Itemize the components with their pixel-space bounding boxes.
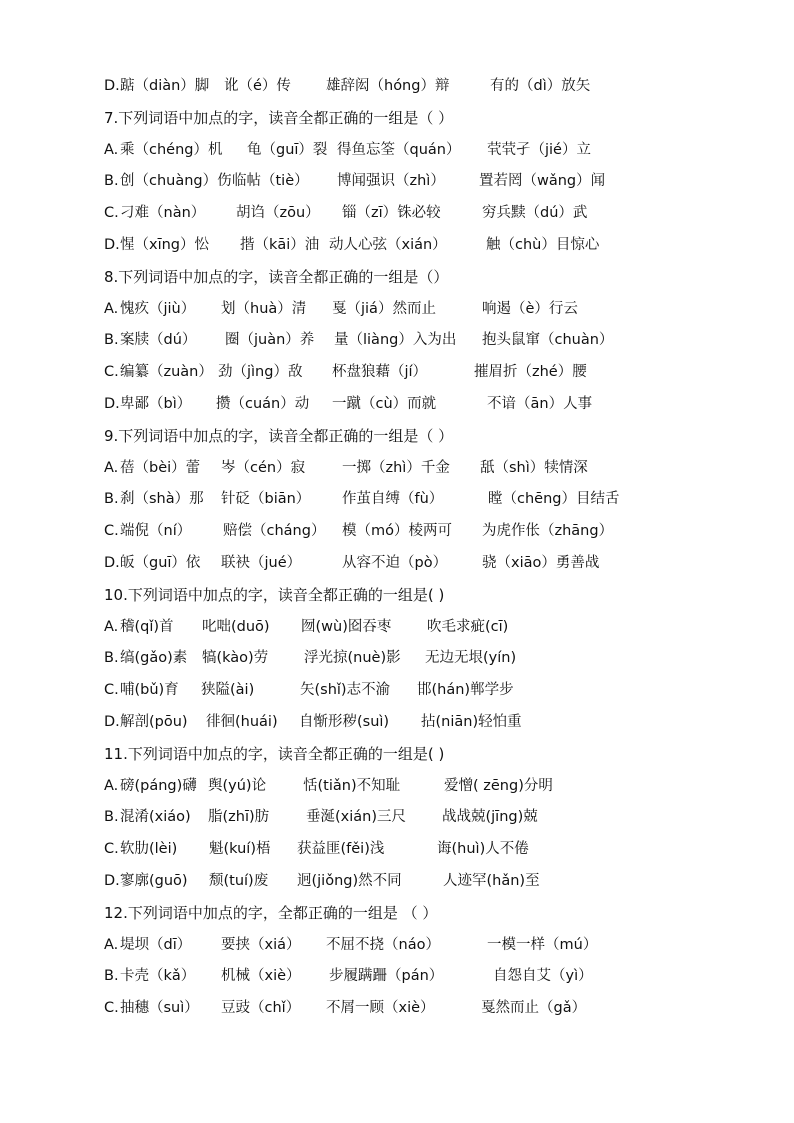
option-word: 蓓（bèi）蕾 [120, 459, 201, 476]
option-word: 刁难（nàn） [120, 205, 206, 222]
option-word: 愧疚（jiù） [120, 300, 196, 317]
option-letter: A. [104, 777, 119, 794]
answer-option [104, 357, 744, 389]
option-letter: B. [104, 968, 119, 985]
option-letter: A. [104, 300, 119, 317]
option-word: 乘（chéng）机 [120, 141, 223, 158]
option-letter: A. [104, 459, 119, 476]
option-letter: D. [104, 78, 120, 94]
option-word: 机械（xiè） [221, 968, 301, 985]
answer-option [104, 707, 744, 739]
option-word: 舐（shì）犊情深 [480, 459, 588, 476]
option-word: 戛（jiá）然而止 [332, 300, 436, 317]
answer-option [104, 612, 744, 644]
answer-option [104, 135, 744, 167]
option-word: 讹（é）传 [224, 78, 291, 94]
option-word: 诲(huì)人不倦 [437, 841, 529, 858]
option-word: 稽(qǐ)首 [120, 618, 174, 635]
option-word: 动人心弦（xián） [329, 236, 447, 253]
option-letter: C. [104, 1000, 119, 1017]
option-word: 置若罔（wǎng）闻 [479, 173, 606, 190]
option-word: 吹毛求疵(cī) [427, 618, 509, 635]
option-word: 触（chù）目惊心 [486, 236, 600, 253]
option-letter: B. [104, 332, 119, 349]
option-word: 响遏（è）行云 [482, 300, 578, 317]
question-stem: 7.下列词语中加点的字，读音全都正确的一组是（ ） [104, 108, 454, 127]
option-letter: A. [104, 141, 119, 158]
answer-option [104, 834, 744, 866]
answer-option [104, 294, 744, 326]
option-word: 雄辞闳（hóng）辩 [326, 78, 450, 94]
question-stem: 8.下列词语中加点的字，读音全都正确的一组是（） [104, 267, 449, 286]
option-word: 揩（kāi）油 [240, 236, 320, 253]
option-word: 模（mó）棱两可 [342, 523, 452, 540]
option-word: 哺(bǔ)育 [120, 682, 179, 699]
option-letter: C. [104, 205, 119, 222]
option-word: 抽穗（suì） [120, 1000, 199, 1017]
option-word: 摧眉折（zhé）腰 [474, 364, 587, 381]
option-word: 自惭形秽(suì) [299, 713, 390, 730]
option-word: 骁（xiāo）勇善战 [482, 554, 600, 571]
option-word: 抱头鼠窜（chuàn） [482, 332, 614, 349]
answer-option [104, 71, 744, 103]
option-word: 量（liàng）入为出 [334, 332, 457, 349]
answer-option [104, 802, 744, 834]
option-word: 获益匪(fěi)浅 [297, 841, 385, 858]
answer-option [104, 389, 744, 421]
answer-option [104, 993, 744, 1025]
question-stem: 12.下列词语中加点的字，全都正确的一组是 （ ） [104, 903, 438, 922]
answer-option [104, 166, 744, 198]
option-word: 拈(niān)轻怕重 [421, 713, 522, 730]
option-word: 戛然而止（gǎ） [481, 1000, 587, 1017]
option-word: 要挟（xiá） [221, 936, 301, 953]
option-word: 锱（zī）铢必较 [342, 205, 441, 222]
option-letter: C. [104, 523, 119, 540]
answer-option [104, 643, 744, 675]
option-word: 寥廓(guō) [120, 872, 188, 889]
option-word: 无边无垠(yín) [425, 650, 517, 667]
option-word: 不屈不挠（náo） [326, 936, 440, 953]
option-word: 得鱼忘筌（quán） [337, 141, 461, 158]
option-word: 人迹罕(hǎn)至 [443, 872, 540, 889]
option-word: 为虎作伥（zhāng） [482, 523, 614, 540]
option-word: 浮光掠(nuè)影 [304, 650, 401, 667]
option-letter: D. [104, 554, 120, 571]
option-word: 磅(páng)礴 [120, 777, 197, 794]
option-word: 一掷（zhì）千金 [342, 459, 450, 476]
answer-option [104, 484, 744, 516]
answer-option [104, 230, 744, 262]
option-word: 卑鄙（bì） [120, 395, 192, 412]
option-letter: D. [104, 395, 120, 412]
option-letter: D. [104, 236, 120, 253]
option-word: 矢(shǐ)志不渝 [300, 682, 391, 699]
option-word: 脂(zhī)肪 [208, 809, 270, 826]
option-word: 豆豉（chǐ） [221, 1000, 301, 1017]
option-word: 邯(hán)郸学步 [417, 682, 514, 699]
option-word: 从容不迫（pò） [342, 554, 448, 571]
option-letter: B. [104, 809, 119, 826]
option-letter: C. [104, 682, 119, 699]
option-word: 不屑一顾（xiè） [326, 1000, 435, 1017]
option-word: 徘徊(huái) [206, 713, 278, 730]
option-word: 刹（shà）那 [120, 491, 204, 508]
option-word: 狭隘(ài) [201, 682, 255, 699]
option-letter: C. [104, 841, 119, 858]
option-letter: B. [104, 650, 119, 667]
option-word: 卡壳（kǎ） [120, 968, 196, 985]
option-word: 劲（jìng）敌 [218, 364, 303, 381]
option-word: 划（huà）清 [221, 300, 307, 317]
option-word: 针砭（biān） [221, 491, 311, 508]
answer-option [104, 961, 744, 993]
option-word: 圈（juàn）养 [225, 332, 315, 349]
option-word: 临帖（tiè） [232, 173, 309, 190]
option-word: 茕茕孑（jié）立 [487, 141, 591, 158]
answer-option [104, 675, 744, 707]
option-word: 爱憎( zēng)分明 [444, 777, 553, 794]
option-word: 魁(kuí)梧 [209, 841, 271, 858]
option-word: 囫(wù)囵吞枣 [301, 618, 392, 635]
option-word: 编纂（zuàn） [120, 364, 213, 381]
option-letter: D. [104, 872, 120, 889]
answer-option [104, 516, 744, 548]
option-word: 有的（dì）放矢 [490, 78, 591, 94]
option-word: 不谙（ān）人事 [487, 395, 593, 412]
option-word: 穷兵黩（dú）武 [482, 205, 588, 222]
option-word: 皈（guī）依 [120, 554, 201, 571]
option-word: 惺（xīng）忪 [120, 236, 210, 253]
answer-option [104, 930, 744, 962]
option-word: 作茧自缚（fù） [342, 491, 444, 508]
option-word: 杯盘狼藉（jí） [332, 364, 428, 381]
option-word: 胡诌（zōu） [236, 205, 320, 222]
option-word: 创（chuàng）伤 [120, 173, 232, 190]
option-word: 混淆(xiáo) [120, 809, 191, 826]
option-word: 联袂（jué） [221, 554, 302, 571]
option-letter: B. [104, 491, 119, 508]
option-word: 解剖(pōu) [120, 713, 188, 730]
option-word: 案牍（dú） [120, 332, 197, 349]
option-word: 自怨自艾（yì） [493, 968, 593, 985]
answer-option [104, 866, 744, 898]
option-word: 攒（cuán）动 [216, 395, 310, 412]
option-word: 颓(tuí)废 [209, 872, 269, 889]
option-word: 瞠（chēng）目结舌 [488, 491, 620, 508]
question-list [104, 71, 744, 1025]
option-word: 叱咄(duō) [202, 618, 270, 635]
option-word: 战战兢(jīng)兢 [442, 809, 538, 826]
answer-option [104, 771, 744, 803]
option-letter: D. [104, 713, 120, 730]
option-letter: B. [104, 173, 119, 190]
option-word: 垂涎(xián)三尺 [306, 809, 406, 826]
question-stem: 10.下列词语中加点的字，读音全都正确的一组是( ) [104, 585, 445, 604]
question-stem: 11.下列词语中加点的字，读音全都正确的一组是( ) [104, 744, 445, 763]
option-word: 一模一样（mú） [487, 936, 598, 953]
option-word: 一蹴（cù）而就 [332, 395, 437, 412]
option-word: 踮（diàn）脚 [120, 78, 210, 94]
question-stem: 9.下列词语中加点的字，读音全都正确的一组是（ ） [104, 426, 454, 445]
option-word: 端倪（ní） [120, 523, 192, 540]
option-word: 舆(yú)论 [208, 777, 267, 794]
answer-option [104, 325, 744, 357]
option-word: 迥(jiǒng)然不同 [297, 872, 402, 889]
option-letter: A. [104, 936, 119, 953]
option-word: 步履蹒跚（pán） [329, 968, 444, 985]
option-word: 堤坝（dī） [120, 936, 192, 953]
option-letter: A. [104, 618, 119, 635]
answer-option [104, 453, 744, 485]
option-word: 博闻强识（zhì） [337, 173, 445, 190]
option-word: 赔偿（cháng） [223, 523, 326, 540]
answer-option [104, 198, 744, 230]
option-word: 龟（guī）裂 [247, 141, 328, 158]
option-word: 犒(kào)劳 [202, 650, 269, 667]
option-word: 缟(gǎo)素 [120, 650, 188, 667]
option-letter: C. [104, 364, 119, 381]
answer-option [104, 548, 744, 580]
option-word: 岑（cén）寂 [221, 459, 306, 476]
option-word: 恬(tiǎn)不知耻 [303, 777, 401, 794]
option-word: 软肋(lèi) [120, 841, 178, 858]
